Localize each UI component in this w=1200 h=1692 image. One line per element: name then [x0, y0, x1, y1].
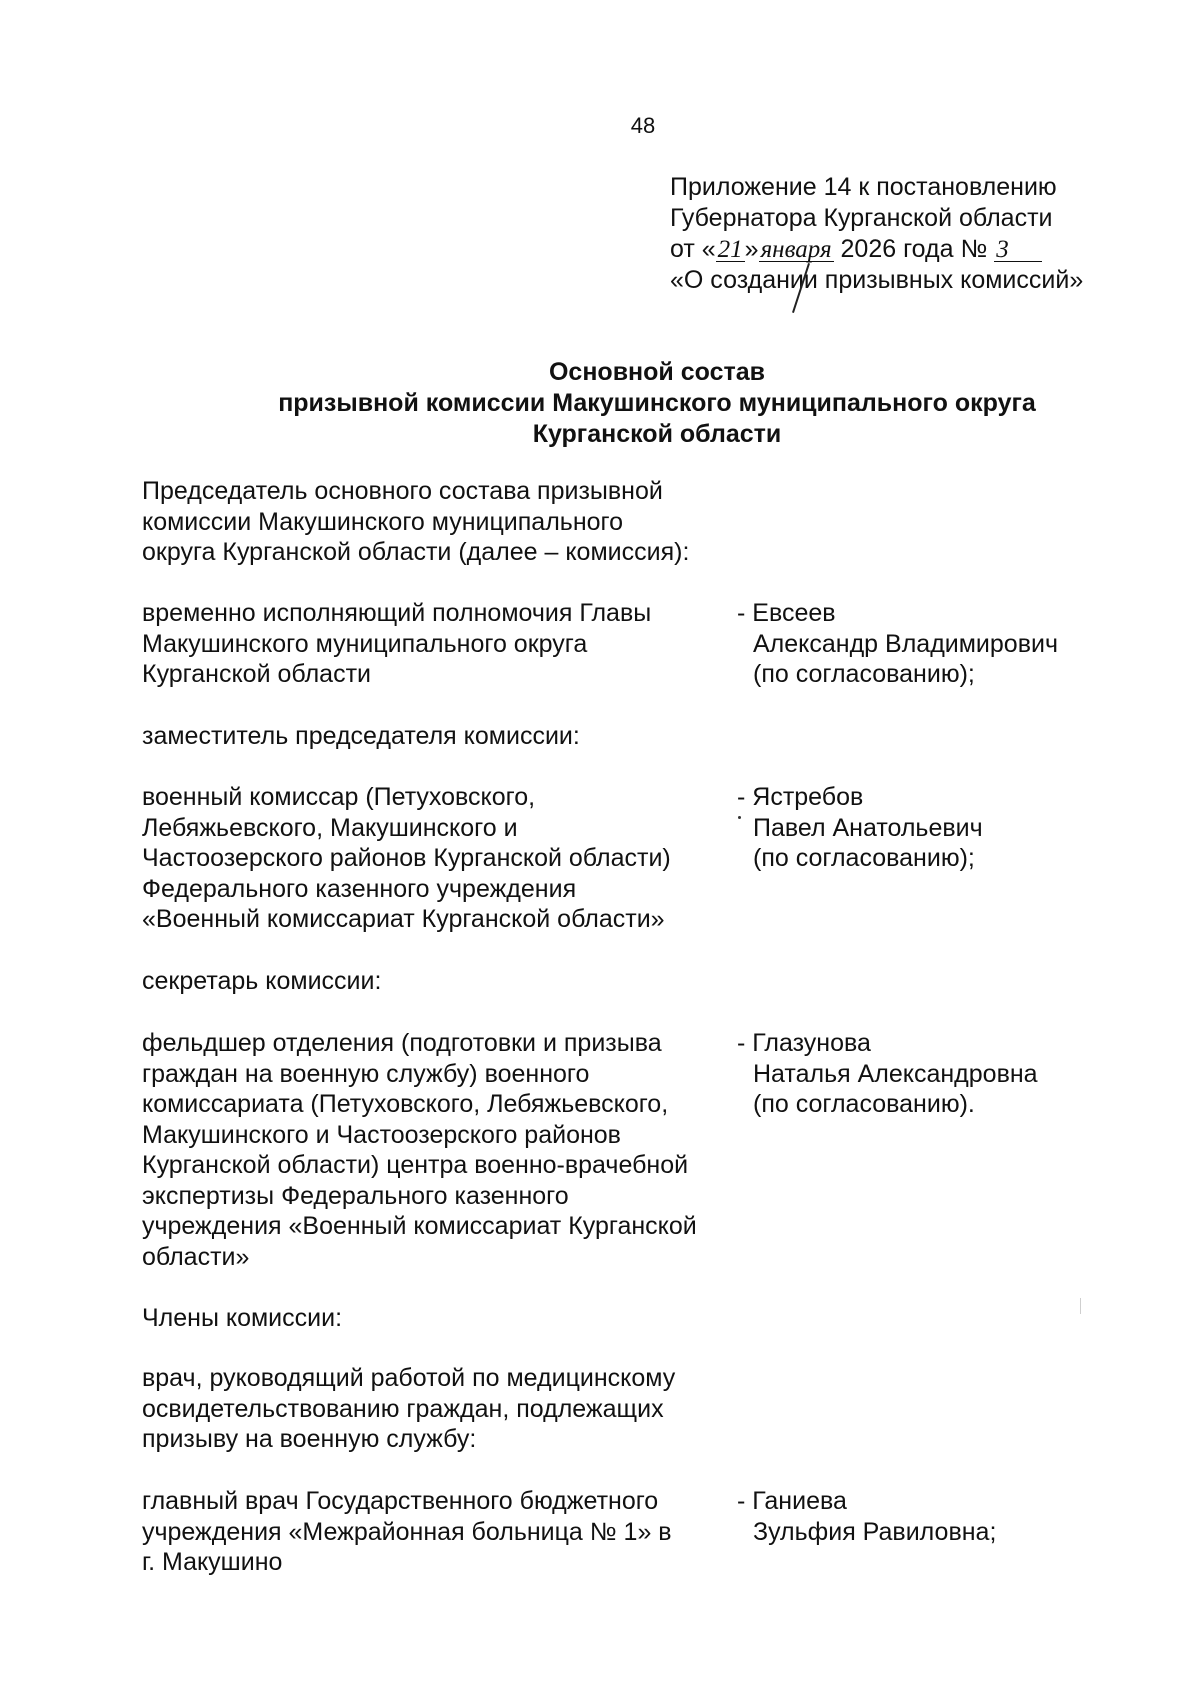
text-line: Лебяжьевского, Макушинского и — [142, 813, 518, 842]
secretary-name — [737, 1028, 1177, 1120]
secretary-position — [142, 1028, 732, 1272]
doctor-name — [737, 1486, 1177, 1547]
handwritten-day: 21 — [717, 236, 743, 263]
handwritten-number: 3 — [994, 239, 1042, 262]
name-line: Зульфия Равиловна; — [753, 1517, 997, 1546]
name-line: - Ганиева — [737, 1487, 847, 1515]
appendix-line-4: «О создании призывных комиссий» — [670, 266, 1084, 294]
doctor-intro — [142, 1363, 732, 1455]
name-line: (по согласованию). — [753, 1090, 975, 1118]
text-line: освидетельствованию граждан, подлежащих — [142, 1394, 664, 1423]
chairman-position — [142, 598, 732, 690]
doctor-position — [142, 1486, 732, 1578]
appendix-block — [670, 172, 1190, 296]
scan-speck — [738, 816, 741, 819]
secretary-label: секретарь комиссии: — [142, 967, 382, 995]
name-line: (по согласованию); — [753, 844, 975, 872]
text-line: Макушинского муниципального округа — [142, 629, 588, 658]
appendix-line-2: Губернатора Курганской области — [670, 204, 1053, 232]
appendix-line-1: Приложение 14 к постановлению — [670, 173, 1057, 201]
document-heading — [0, 357, 1200, 450]
text-line: комиссии Макушинского муниципального — [142, 507, 624, 536]
text-line: граждан на военную службу) военного — [142, 1059, 590, 1088]
date-prefix: от « — [670, 235, 716, 263]
text-line: главный врач Государственного бюджетного — [142, 1487, 659, 1515]
handwritten-month: января — [760, 236, 832, 263]
text-line: фельдшер отделения (подготовки и призыва — [142, 1029, 662, 1057]
text-line: экспертизы Федерального казенного — [142, 1181, 569, 1210]
text-line: округа Курганской области (далее – комиссия): — [142, 538, 690, 566]
text-line: Федерального казенного учреждения — [142, 874, 577, 903]
text-line: временно исполняющий полномочия Главы — [142, 599, 652, 627]
chairman-name — [737, 598, 1177, 690]
appendix-date-line — [670, 234, 1190, 265]
heading-line-3: Курганской области — [532, 420, 782, 448]
chairman-intro — [142, 476, 732, 568]
text-line: призыву на военную службу: — [142, 1425, 477, 1453]
text-line: военный комиссар (Петуховского, — [142, 783, 536, 811]
text-line: Председатель основного состава призывной — [142, 477, 663, 505]
text-line: Курганской области) центра военно-врачебной — [142, 1151, 689, 1179]
name-line: Александр Владимирович — [753, 629, 1058, 658]
date-mid: » — [744, 235, 759, 263]
name-line: Наталья Александровна — [753, 1059, 1038, 1088]
page-number: 48 — [630, 113, 656, 138]
text-line: Курганской области — [142, 660, 372, 688]
text-line: учреждения «Межрайонная больница № 1» в — [142, 1517, 672, 1546]
name-line: - Ястребов — [737, 783, 864, 811]
text-line: г. Макушино — [142, 1548, 283, 1576]
deputy-position — [142, 782, 732, 935]
text-line: врач, руководящий работой по медицинскому — [142, 1364, 676, 1392]
name-line: - Евсеев — [737, 599, 836, 627]
text-line: Частоозерского районов Курганской области) — [142, 844, 671, 872]
heading-line-2: призывной комиссии Макушинского муниципального округа — [278, 389, 1036, 417]
date-year: 2026 года № — [840, 235, 988, 263]
text-line: Макушинского и Частоозерского районов — [142, 1120, 621, 1149]
text-line: «Военный комиссариат Курганской области» — [142, 905, 665, 933]
deputy-label: заместитель председателя комиссии: — [142, 722, 580, 750]
text-line: области» — [142, 1242, 250, 1271]
name-line: - Глазунова — [737, 1029, 871, 1057]
text-line: учреждения «Военный комиссариат Курганской — [142, 1212, 697, 1240]
name-line: (по согласованию); — [753, 660, 975, 688]
members-label: Члены комиссии: — [142, 1304, 343, 1332]
text-line: комиссариата (Петуховского, Лебяжьевского, — [142, 1090, 669, 1118]
deputy-name — [737, 782, 1177, 874]
scan-edge-mark — [1080, 1298, 1081, 1314]
name-line: Павел Анатольевич — [753, 813, 983, 842]
heading-line-1: Основной состав — [548, 358, 766, 386]
